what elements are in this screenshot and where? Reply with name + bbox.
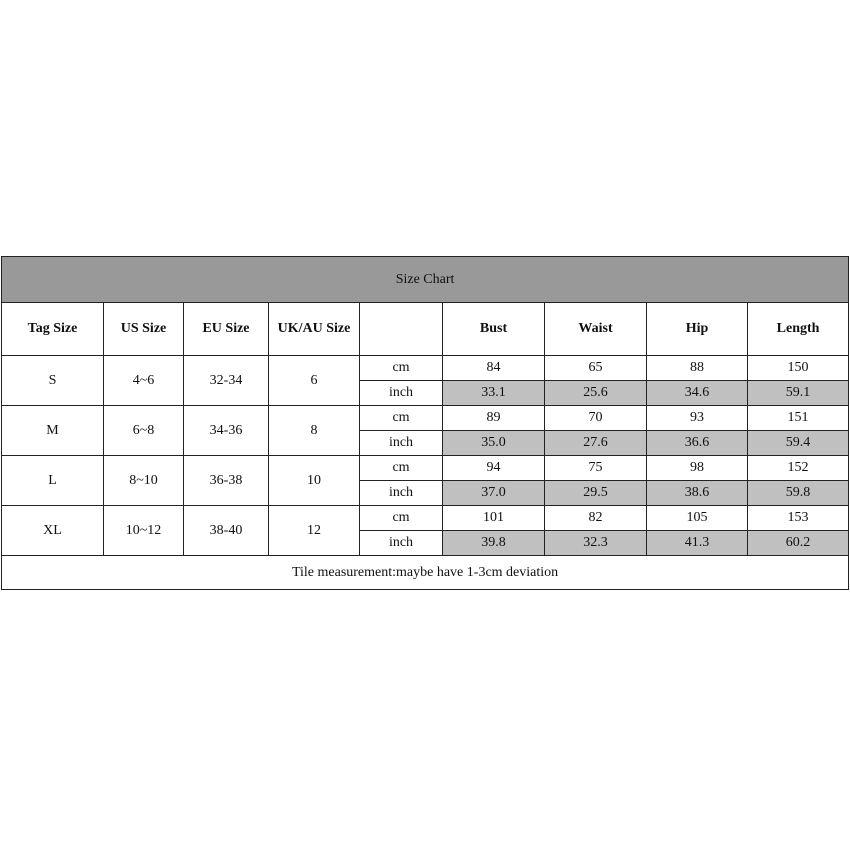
eu-size-cell: 36-38	[184, 456, 269, 506]
length-inch: 59.8	[748, 481, 849, 506]
hip-cm: 93	[647, 406, 748, 431]
us-size-cell: 4~6	[104, 356, 184, 406]
bust-inch: 37.0	[443, 481, 545, 506]
waist-cm: 82	[545, 506, 647, 531]
us-size-cell: 10~12	[104, 506, 184, 556]
header-row	[2, 303, 849, 356]
ukau-size-cell: 12	[269, 506, 360, 556]
ukau-size-cell: 8	[269, 406, 360, 456]
unit-inch: inch	[360, 381, 443, 406]
unit-cm: cm	[360, 506, 443, 531]
bust-inch: 39.8	[443, 531, 545, 556]
header-length: Length	[748, 303, 849, 356]
bust-inch: 35.0	[443, 431, 545, 456]
length-cm: 153	[748, 506, 849, 531]
hip-cm: 88	[647, 356, 748, 381]
table-row	[2, 406, 849, 431]
length-inch: 59.1	[748, 381, 849, 406]
us-size-cell: 8~10	[104, 456, 184, 506]
bust-cm: 84	[443, 356, 545, 381]
unit-inch: inch	[360, 481, 443, 506]
unit-cm: cm	[360, 456, 443, 481]
tag-size-cell: L	[2, 456, 104, 506]
us-size-cell: 6~8	[104, 406, 184, 456]
eu-size-cell: 34-36	[184, 406, 269, 456]
table-row	[2, 506, 849, 531]
length-cm: 150	[748, 356, 849, 381]
eu-size-cell: 32-34	[184, 356, 269, 406]
length-inch: 59.4	[748, 431, 849, 456]
eu-size-cell: 38-40	[184, 506, 269, 556]
unit-inch: inch	[360, 431, 443, 456]
header-waist: Waist	[545, 303, 647, 356]
length-cm: 152	[748, 456, 849, 481]
tag-size-cell: XL	[2, 506, 104, 556]
table-row	[2, 356, 849, 381]
tag-size-cell: M	[2, 406, 104, 456]
table-row	[2, 456, 849, 481]
waist-inch: 25.6	[545, 381, 647, 406]
header-unit	[360, 303, 443, 356]
bust-cm: 89	[443, 406, 545, 431]
unit-cm: cm	[360, 406, 443, 431]
waist-inch: 32.3	[545, 531, 647, 556]
hip-cm: 105	[647, 506, 748, 531]
header-ukau-size: UK/AU Size	[269, 303, 360, 356]
hip-inch: 36.6	[647, 431, 748, 456]
tag-size-cell: S	[2, 356, 104, 406]
bust-cm: 94	[443, 456, 545, 481]
hip-inch: 34.6	[647, 381, 748, 406]
ukau-size-cell: 6	[269, 356, 360, 406]
header-bust: Bust	[443, 303, 545, 356]
hip-inch: 41.3	[647, 531, 748, 556]
hip-inch: 38.6	[647, 481, 748, 506]
size-chart-table	[1, 256, 849, 590]
ukau-size-cell: 10	[269, 456, 360, 506]
unit-inch: inch	[360, 531, 443, 556]
bust-inch: 33.1	[443, 381, 545, 406]
chart-title: Size Chart	[2, 257, 849, 303]
header-hip: Hip	[647, 303, 748, 356]
waist-cm: 65	[545, 356, 647, 381]
waist-cm: 75	[545, 456, 647, 481]
bust-cm: 101	[443, 506, 545, 531]
footer-note: Tile measurement:maybe have 1-3cm deviation	[2, 556, 849, 590]
hip-cm: 98	[647, 456, 748, 481]
header-us-size: US Size	[104, 303, 184, 356]
waist-cm: 70	[545, 406, 647, 431]
length-inch: 60.2	[748, 531, 849, 556]
header-tag-size: Tag Size	[2, 303, 104, 356]
waist-inch: 27.6	[545, 431, 647, 456]
waist-inch: 29.5	[545, 481, 647, 506]
unit-cm: cm	[360, 356, 443, 381]
length-cm: 151	[748, 406, 849, 431]
header-eu-size: EU Size	[184, 303, 269, 356]
